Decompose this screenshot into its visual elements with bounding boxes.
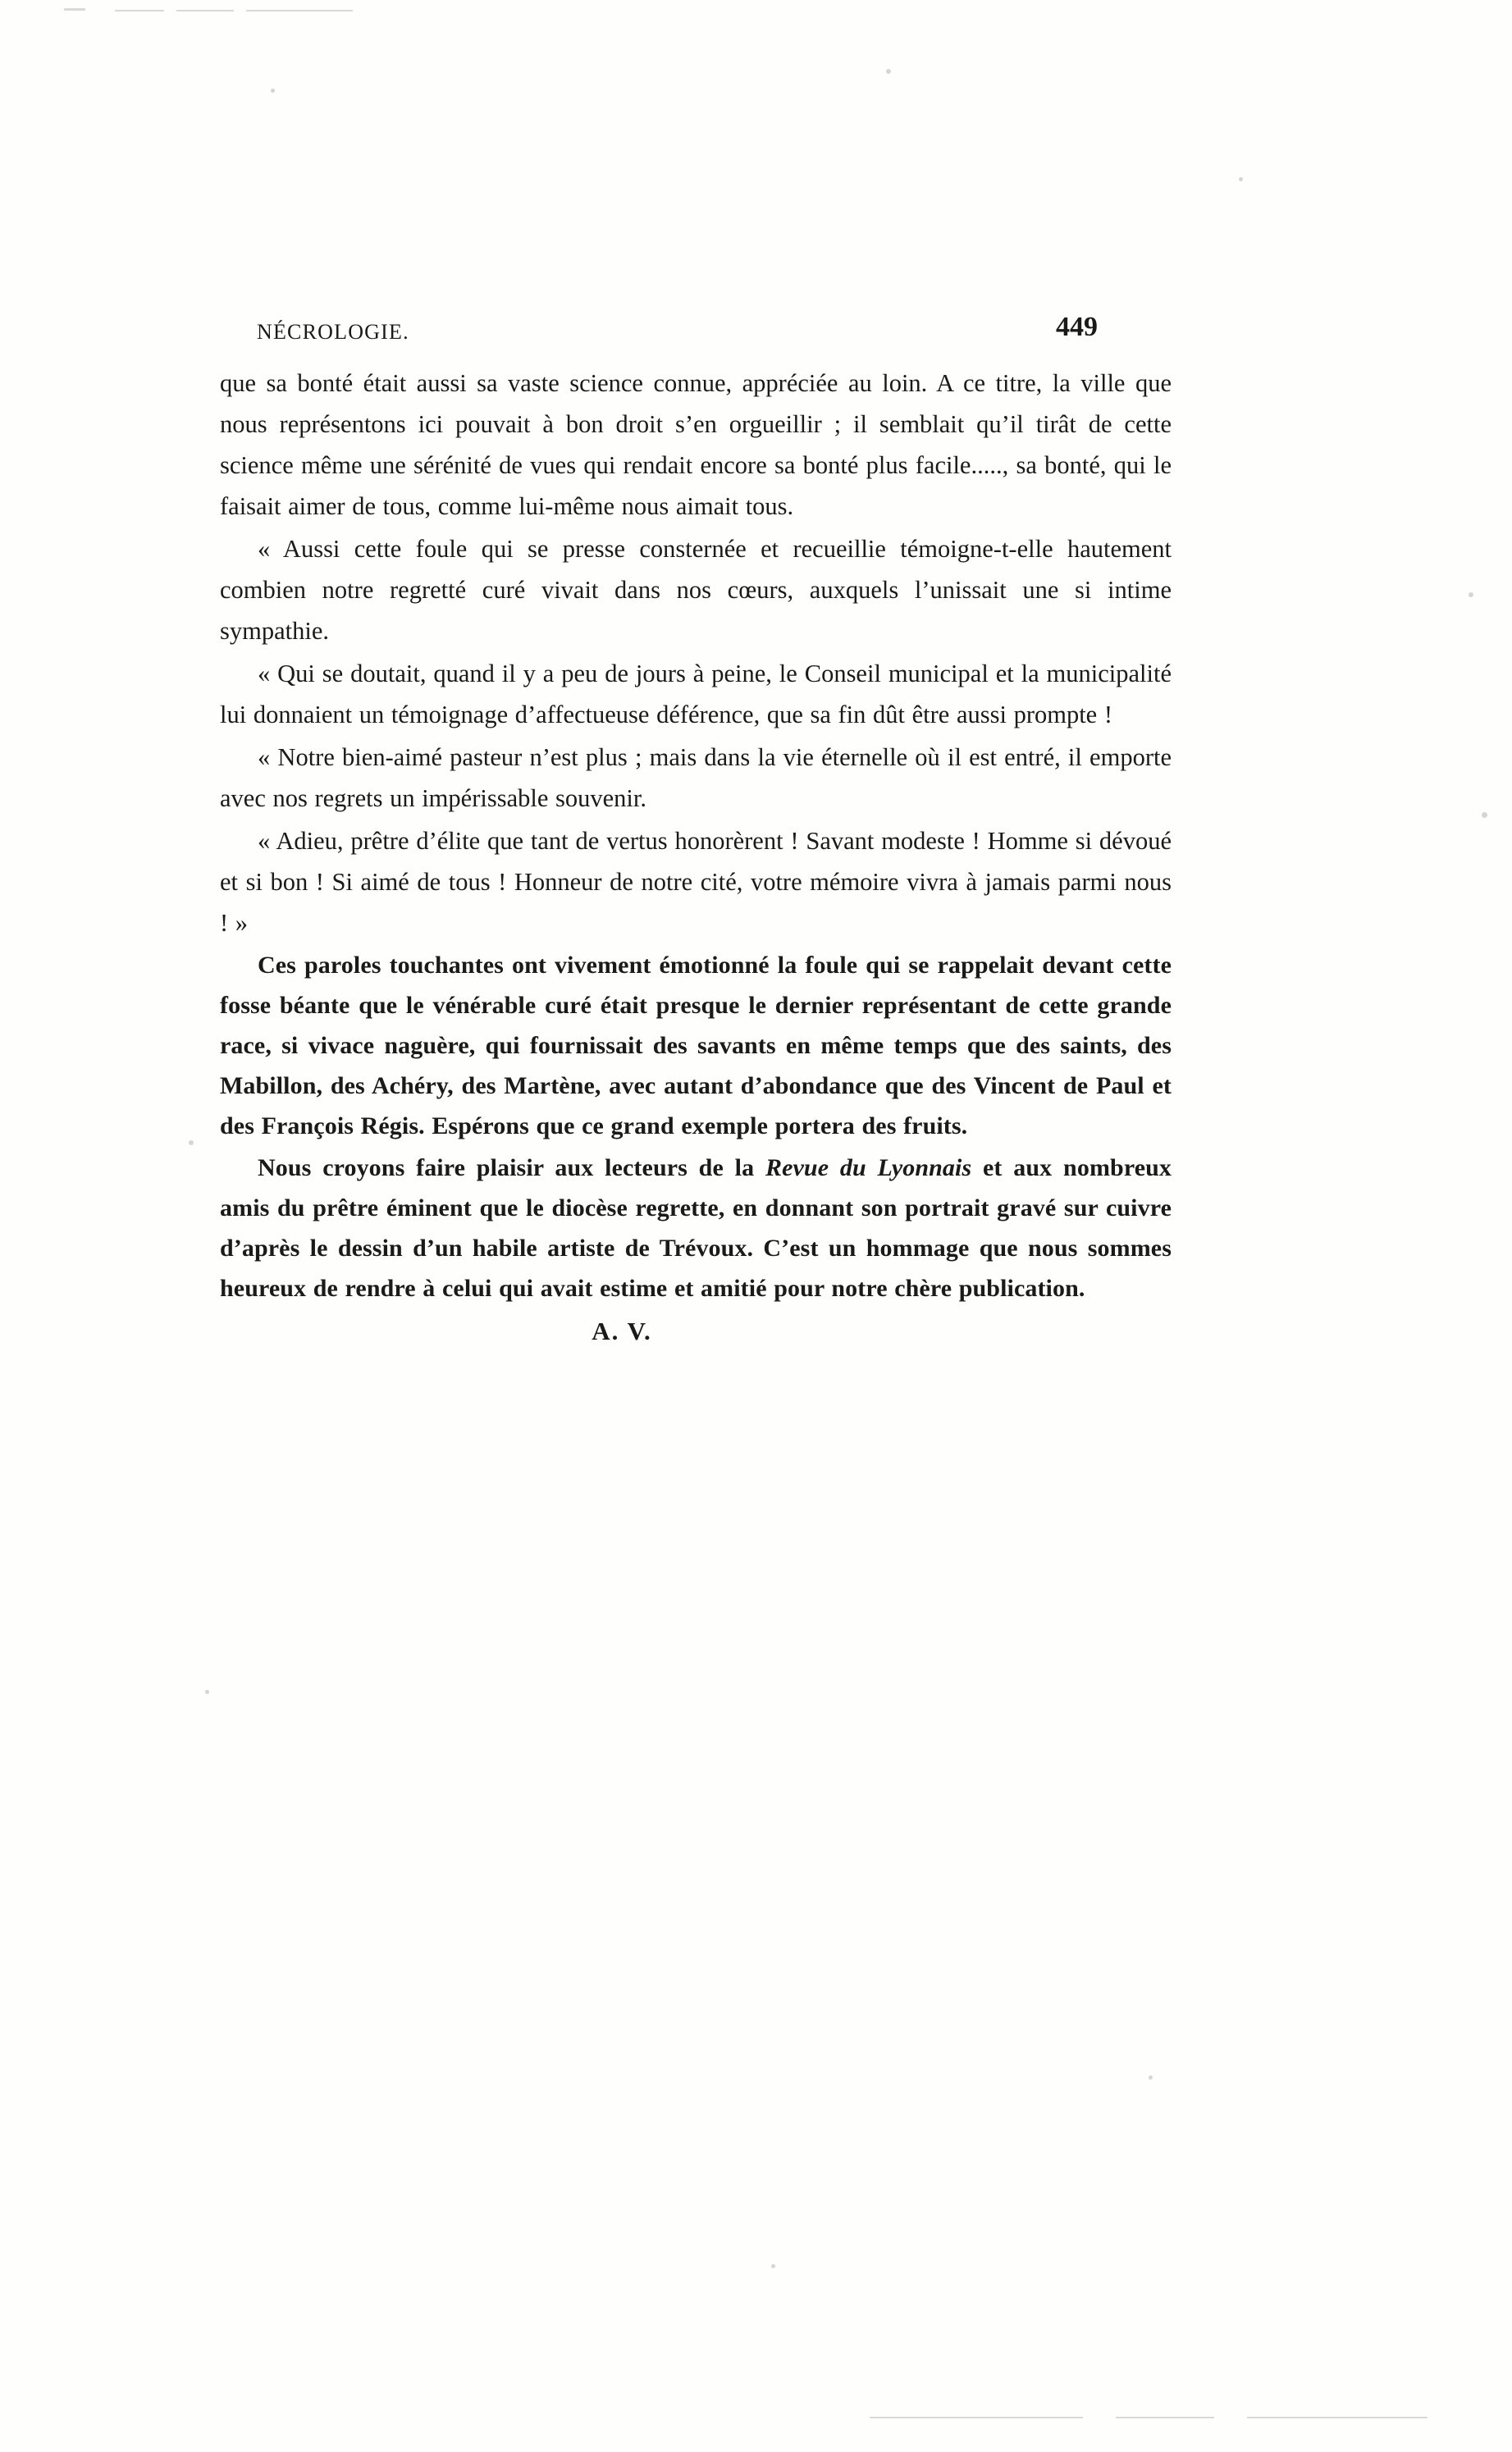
scan-speck xyxy=(271,89,275,93)
scan-speck xyxy=(1482,812,1487,818)
page-number: 449 xyxy=(1056,312,1098,342)
body-text xyxy=(220,363,1172,1346)
bold-text-block xyxy=(220,945,1172,1308)
signature: A. V. xyxy=(592,1317,652,1345)
running-head: NÉCROLOGIE. xyxy=(257,320,409,344)
scan-edge-mark-top-left xyxy=(64,8,85,11)
scan-edge-mark-top-dashes xyxy=(115,10,164,11)
scan-edge-mark-bottom-2 xyxy=(1116,2417,1214,2418)
paragraph: que sa bonté était aussi sa vaste science connue, appréciée au loin. A ce titre, la ville que nous représentons ici pouvait à bon droit s’en orgueillir ; il semblait qu’il tirât de cette science même une sérénité de vues qui rendait encore sa bonté plus facile....., sa bonté, qui le faisait aimer de tous, comme lui-même nous aimait tous. xyxy=(220,369,1172,520)
page-header xyxy=(220,312,1172,358)
text-run: Nous croyons faire plaisir aux lecteurs de la xyxy=(258,1154,765,1181)
italic-title: Revue du Lyonnais xyxy=(765,1154,972,1181)
scan-speck xyxy=(1239,177,1243,181)
scan-speck xyxy=(1469,592,1473,597)
paragraph: « Qui se doutait, quand il y a peu de jours à peine, le Conseil municipal et la municipalité lui donnaient un témoignage d’affectueuse déférence, que sa fin dût être aussi prompte ! xyxy=(220,660,1172,728)
scan-edge-mark-bottom xyxy=(870,2417,1083,2418)
paragraph: « Notre bien-aimé pasteur n’est plus ; mais dans la vie éternelle où il est entré, il emporte avec nos regrets un impérissable souvenir. xyxy=(220,743,1172,812)
scan-speck xyxy=(771,2264,775,2268)
paragraph: « Adieu, prêtre d’élite que tant de vertus honorèrent ! Savant modeste ! Homme si dévoué et si bon ! Si aimé de tous ! Honneur de notre cité, votre mémoire vivra à jamais parmi nous ! » xyxy=(220,827,1172,937)
page-content xyxy=(220,312,1172,1346)
scan-edge-mark-bottom-3 xyxy=(1247,2417,1427,2418)
scan-speck xyxy=(189,1140,194,1145)
scan-speck xyxy=(1149,2075,1153,2080)
paragraph: Ces paroles touchantes ont vivement émotionné la foule qui se rappelait devant cette fosse béante que le vénérable curé était presque le dernier représentant de cette grande race, si vivace naguère, qui fournissait des savants en même temps que des saints, des Mabillon, des Achéry, des Martène, avec autant d’abondance que des Vincent de Paul et des François Régis. Espérons que ce grand exemple portera des fruits. xyxy=(220,952,1172,1139)
scan-speck xyxy=(886,69,891,74)
text-run: et aux nombreux amis du prêtre éminent que le diocèse regrette, en donnant son portrait gravé sur cuivre d’après le dessin d’un habile artiste de Trévoux. C’est un hommage que nous sommes heureux de rendre à celui qui avait estime et amitié pour notre chère publication. xyxy=(220,1154,1172,1302)
scan-speck xyxy=(205,1690,209,1694)
scan-edge-mark-top-dashes-2 xyxy=(176,10,234,11)
scan-edge-mark-top-dashes-3 xyxy=(246,10,353,11)
paragraph: « Aussi cette foule qui se presse consternée et recueillie témoigne-t-elle hautement combien notre regretté curé vivait dans nos cœurs, auxquels l’unissait une si intime sympathie. xyxy=(220,535,1172,645)
paragraph-with-italic xyxy=(220,1148,1172,1308)
